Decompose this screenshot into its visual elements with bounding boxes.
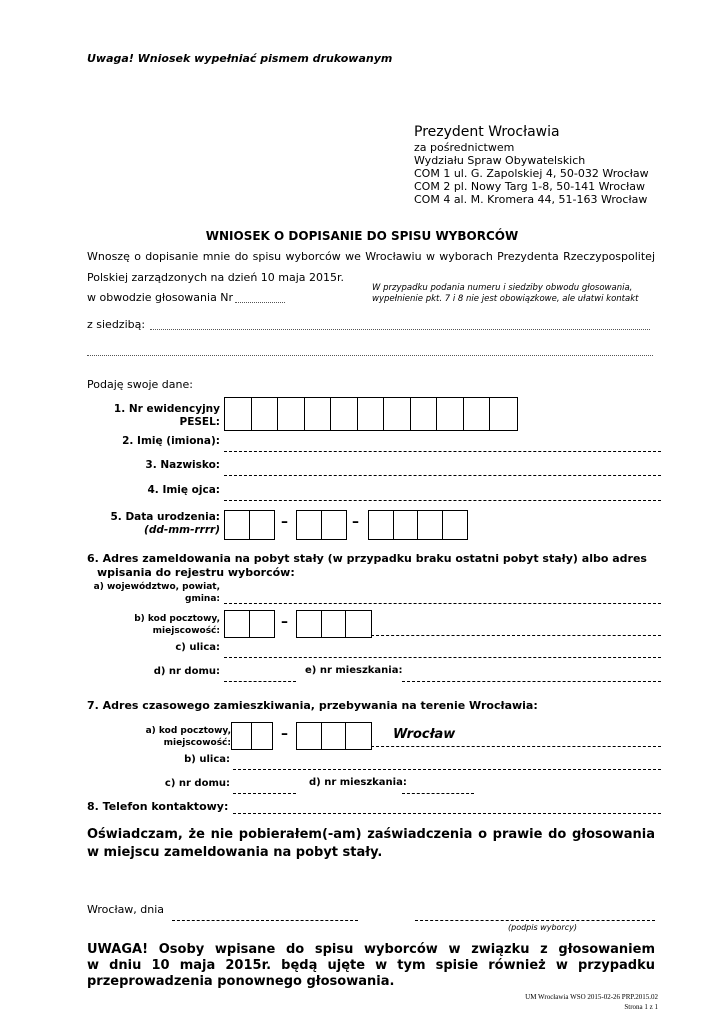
phone-label: 8. Telefon kontaktowy: xyxy=(87,800,229,813)
house-number-label: d) nr domu: xyxy=(153,666,220,677)
temp-house-label: c) nr domu: xyxy=(164,778,230,789)
postal-digit[interactable] xyxy=(322,723,347,749)
date-field[interactable] xyxy=(172,920,358,921)
section6-heading: 6. Adres zameldowania na pobyt stały (w przypadku braku ostatni pobyt stały) albo adres xyxy=(87,552,647,565)
postal-digit[interactable] xyxy=(346,611,371,637)
side-note-2: wypełnienie pkt. 7 i 8 nie jest obowiązkowe, ale ułatwi kontakt xyxy=(372,294,639,304)
pesel-digit[interactable] xyxy=(252,398,279,430)
temp-postal-label-line: a) kod pocztowy, xyxy=(145,726,231,736)
names-field[interactable] xyxy=(224,451,661,452)
signature-caption: (podpis wyborcy) xyxy=(508,923,577,932)
postal-digit[interactable] xyxy=(297,611,322,637)
temp-apartment-label: d) nr mieszkania: xyxy=(309,777,407,788)
pesel-label xyxy=(100,403,220,429)
pesel-label-line: 1. Nr ewidencyjny xyxy=(113,403,220,415)
section6-heading-cont: wpisania do rejestru wyborców: xyxy=(97,566,295,579)
postal-digit[interactable] xyxy=(232,723,252,749)
postal-digit[interactable] xyxy=(346,723,371,749)
addressee-line: Wydziału Spraw Obywatelskich xyxy=(414,154,586,167)
temp-postal-boxes-2[interactable] xyxy=(296,722,372,750)
dash-separator: – xyxy=(281,614,288,630)
dob-digit[interactable] xyxy=(322,511,347,539)
city-field[interactable] xyxy=(371,635,661,636)
dob-month-boxes[interactable] xyxy=(296,510,347,540)
postal-digit[interactable] xyxy=(297,723,322,749)
dob-format-hint: (dd-mm-rrrr) xyxy=(144,524,220,536)
dob-digit[interactable] xyxy=(443,511,468,539)
dash-separator: – xyxy=(281,514,288,530)
warning-line-2: w dniu 10 maja 2015r. będą ujęte w tym spisie również w przypadku xyxy=(87,958,655,973)
addressee-line: COM 4 al. M. Kromera 44, 51-163 Wrocław xyxy=(414,193,648,206)
dob-day-boxes[interactable] xyxy=(224,510,275,540)
names-label: 2. Imię (imiona): xyxy=(122,435,220,447)
postal-label-line: b) kod pocztowy, xyxy=(134,614,220,624)
region-field[interactable] xyxy=(224,603,661,604)
apartment-field[interactable] xyxy=(402,681,661,682)
pesel-digit[interactable] xyxy=(358,398,385,430)
dash-separator: – xyxy=(281,726,288,742)
warning-line-1: UWAGA! Osoby wpisane do spisu wyborców w związku z głosowaniem xyxy=(87,942,655,957)
addressee-line: COM 2 pl. Nowy Targ 1-8, 50-141 Wrocław xyxy=(414,180,645,193)
dob-digit[interactable] xyxy=(225,511,250,539)
pesel-digit[interactable] xyxy=(278,398,305,430)
section7-heading: 7. Adres czasowego zamieszkiwania, przebywania na terenie Wrocławia: xyxy=(87,699,538,712)
pesel-digit[interactable] xyxy=(437,398,464,430)
street-label: c) ulica: xyxy=(175,642,220,653)
postal-label xyxy=(60,613,220,637)
postal-label-line: miejscowość: xyxy=(152,626,220,636)
place-date-label: Wrocław, dnia xyxy=(87,903,165,916)
dob-digit[interactable] xyxy=(394,511,419,539)
region-label xyxy=(60,581,220,605)
father-name-label: 4. Imię ojca: xyxy=(147,484,220,496)
district-number-field[interactable] xyxy=(235,302,285,303)
declaration-line-2: w miejscu zameldowania na pobyt stały. xyxy=(87,845,383,860)
apartment-label: e) nr mieszkania: xyxy=(305,665,403,676)
house-number-field[interactable] xyxy=(224,681,296,682)
phone-field[interactable] xyxy=(233,813,661,814)
signature-field[interactable] xyxy=(415,920,655,921)
intro-line-1: Wnoszę o dopisanie mnie do spisu wyborców we Wrocławiu w wyborach Prezydenta Rzeczypospolitej xyxy=(87,250,655,263)
temp-street-label: b) ulica: xyxy=(184,754,230,765)
pesel-label-line: PESEL: xyxy=(179,416,220,428)
temp-city-field[interactable] xyxy=(371,746,661,747)
form-title: WNIOSEK O DOPISANIE DO SPISU WYBORCÓW xyxy=(205,229,519,243)
personal-heading: Podaję swoje dane: xyxy=(87,378,193,391)
postal-digit[interactable] xyxy=(252,723,272,749)
dash-separator: – xyxy=(352,514,359,530)
dob-label-line: 5. Data urodzenia: xyxy=(110,511,220,523)
dob-digit[interactable] xyxy=(369,511,394,539)
district-label: w obwodzie głosowania Nr xyxy=(87,291,234,304)
surname-field[interactable] xyxy=(224,475,661,476)
pesel-boxes[interactable] xyxy=(224,397,518,431)
temp-postal-label xyxy=(70,725,231,749)
pesel-digit[interactable] xyxy=(411,398,438,430)
father-name-field[interactable] xyxy=(224,500,661,501)
seat-field[interactable] xyxy=(150,329,650,330)
postal-code-boxes-2[interactable] xyxy=(296,610,372,638)
street-field[interactable] xyxy=(224,657,661,658)
temp-postal-label-line: miejscowość: xyxy=(163,738,231,748)
temp-city-value: Wrocław xyxy=(393,727,456,742)
dob-digit[interactable] xyxy=(250,511,275,539)
postal-digit[interactable] xyxy=(322,611,347,637)
top-notice: Uwaga! Wniosek wypełniać pismem drukowanym xyxy=(87,52,393,65)
warning-line-3: przeprowadzenia ponownego głosowania. xyxy=(87,974,395,989)
dob-year-boxes[interactable] xyxy=(368,510,468,540)
addressee-line: COM 1 ul. G. Zapolskiej 4, 50-032 Wrocław xyxy=(414,167,649,180)
seat-label: z siedzibą: xyxy=(87,318,146,331)
region-label-line: gmina: xyxy=(185,594,220,604)
postal-digit[interactable] xyxy=(250,611,275,637)
dob-digit[interactable] xyxy=(297,511,322,539)
temp-postal-boxes-1[interactable] xyxy=(231,722,273,750)
pesel-digit[interactable] xyxy=(331,398,358,430)
side-note-1: W przypadku podania numeru i siedziby obwodu głosowania, xyxy=(372,283,633,293)
addressee-title: Prezydent Wrocławia xyxy=(414,124,560,140)
footer-page: Strona 1 z 1 xyxy=(624,1003,658,1011)
pesel-digit[interactable] xyxy=(384,398,411,430)
postal-code-boxes-1[interactable] xyxy=(224,610,275,638)
temp-street-field[interactable] xyxy=(233,769,661,770)
dob-label xyxy=(100,511,220,537)
temp-house-field[interactable] xyxy=(233,793,296,794)
pesel-digit[interactable] xyxy=(305,398,332,430)
pesel-digit[interactable] xyxy=(490,398,517,430)
postal-digit[interactable] xyxy=(225,611,250,637)
dob-digit[interactable] xyxy=(418,511,443,539)
addressee-line: za pośrednictwem xyxy=(414,141,515,154)
temp-apartment-field[interactable] xyxy=(402,793,474,794)
footer-code: UM Wrocławia WSO 2015-02-26 PRP.2015.02 xyxy=(525,993,658,1001)
pesel-digit[interactable] xyxy=(464,398,491,430)
region-label-line: a) województwo, powiat, xyxy=(93,582,220,592)
surname-label: 3. Nazwisko: xyxy=(145,459,220,471)
seat-field-line-2[interactable] xyxy=(87,355,653,356)
intro-line-2: Polskiej zarządzonych na dzień 10 maja 2015r. xyxy=(87,271,345,284)
pesel-digit[interactable] xyxy=(225,398,252,430)
declaration-line-1: Oświadczam, że nie pobierałem(-am) zaświadczenia o prawie do głosowania xyxy=(87,827,655,842)
